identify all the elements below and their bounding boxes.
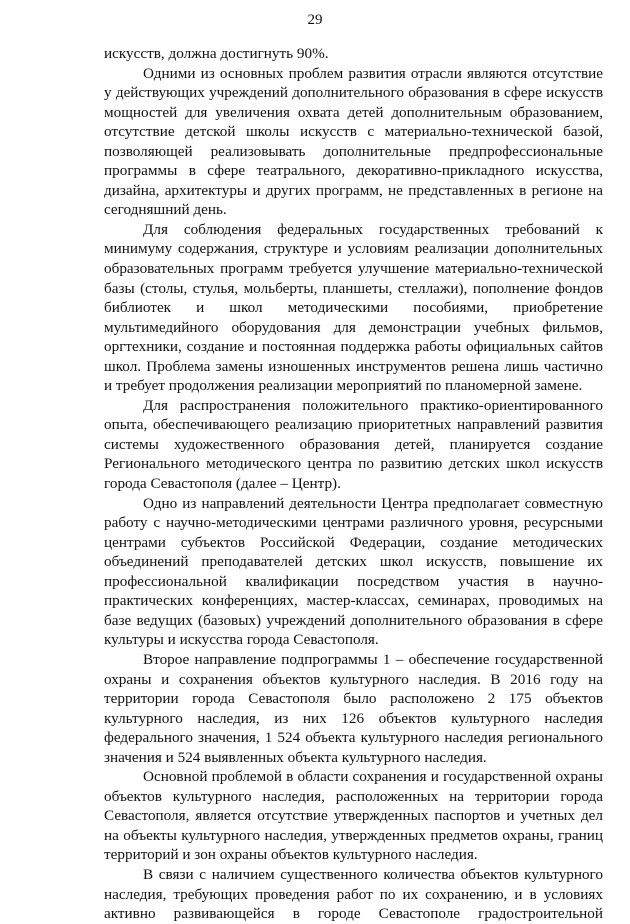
paragraph-requirements: Для соблюдения федеральных государственных требований к минимуму содержания, структуре и условиям реализации дополнительных образовательных программ требуется улучшение материально-технической базы (столы, стулья, мольберты, планшеты, стеллажи), пополнение фондов библиотек и школ методическими пособиями, приобретение мультимедийного оборудования для демонстрации учебных фильмов, оргтехники, создание и постоянная поддержка работы официальных сайтов школ. Проблема замены изношенных инструментов решена лишь частично и требует продолжения реализации мероприятий по планомерной замене. (104, 220, 603, 395)
paragraph-continuation: искусств, должна достигнуть 90%. (104, 45, 329, 62)
paragraph-center-activity: Одно из направлений деятельности Центра предполагает совместную работу с научно-методическими центрами различного уровня, ресурсными центрами субъектов Российской Федерации, создание методических объединений преподавателей детских школ искусств, повышение их профессиональной квалификации посредством участия в научно-практических конференциях, мастер-классах, семинарах, проводимых на базе ведущих (базовых) учреждений дополнительного образования в сфере культуры и искусства города Севастополя. (104, 494, 603, 649)
document-body (104, 44, 603, 924)
paragraph-methodical-center: Для распространения положительного практико-ориентированного опыта, обеспечивающего реализацию приоритетных направлений развития системы художественного образования детей, планируется создание Регионального методического центра по развитию детских школ искусств города Севастополя (далее – Центр). (104, 396, 603, 493)
paragraph-problems: Одними из основных проблем развития отрасли являются отсутствие у действующих учреждений дополнительного образования в сфере искусств мощностей для увеличения охвата детей дополнительным образованием, отсутствие детской школы искусств с материально-технической базой, позволяющей реализовывать дополнительные предпрофессиональные программы в сфере театрального, декоративно-прикладного искусства, дизайна, архитектуры и других программ, не представленных в регионе на сегодняшний день. (104, 64, 603, 219)
paragraph-heritage-works: В связи с наличием существенного количества объектов культурного наследия, требующих проведения работ по их сохранению, и в условиях активно развивающейся в городе Севастополе градостроительной (104, 865, 603, 923)
page-number: 29 (307, 12, 323, 28)
paragraph-heritage-direction: Второе направление подпрограммы 1 – обеспечение государственной охраны и сохранения объектов культурного наследия. В 2016 году на территории города Севастополя было расположено 2 175 объектов культурного наследия, из них 126 объектов культурного наследия федерального значения, 1 524 объекта культурного наследия регионального значения и 524 выявленных объекта культурного наследия. (104, 650, 603, 766)
paragraph-heritage-problem: Основной проблемой в области сохранения и государственной охраны объектов культурного наследия, расположенных на территории города Севастополя, является отсутствие утвержденных паспортов и учетных дел на объекты культурного наследия, утвержденных предметов охраны, границ территорий и зон охраны объектов культурного наследия. (104, 768, 603, 864)
